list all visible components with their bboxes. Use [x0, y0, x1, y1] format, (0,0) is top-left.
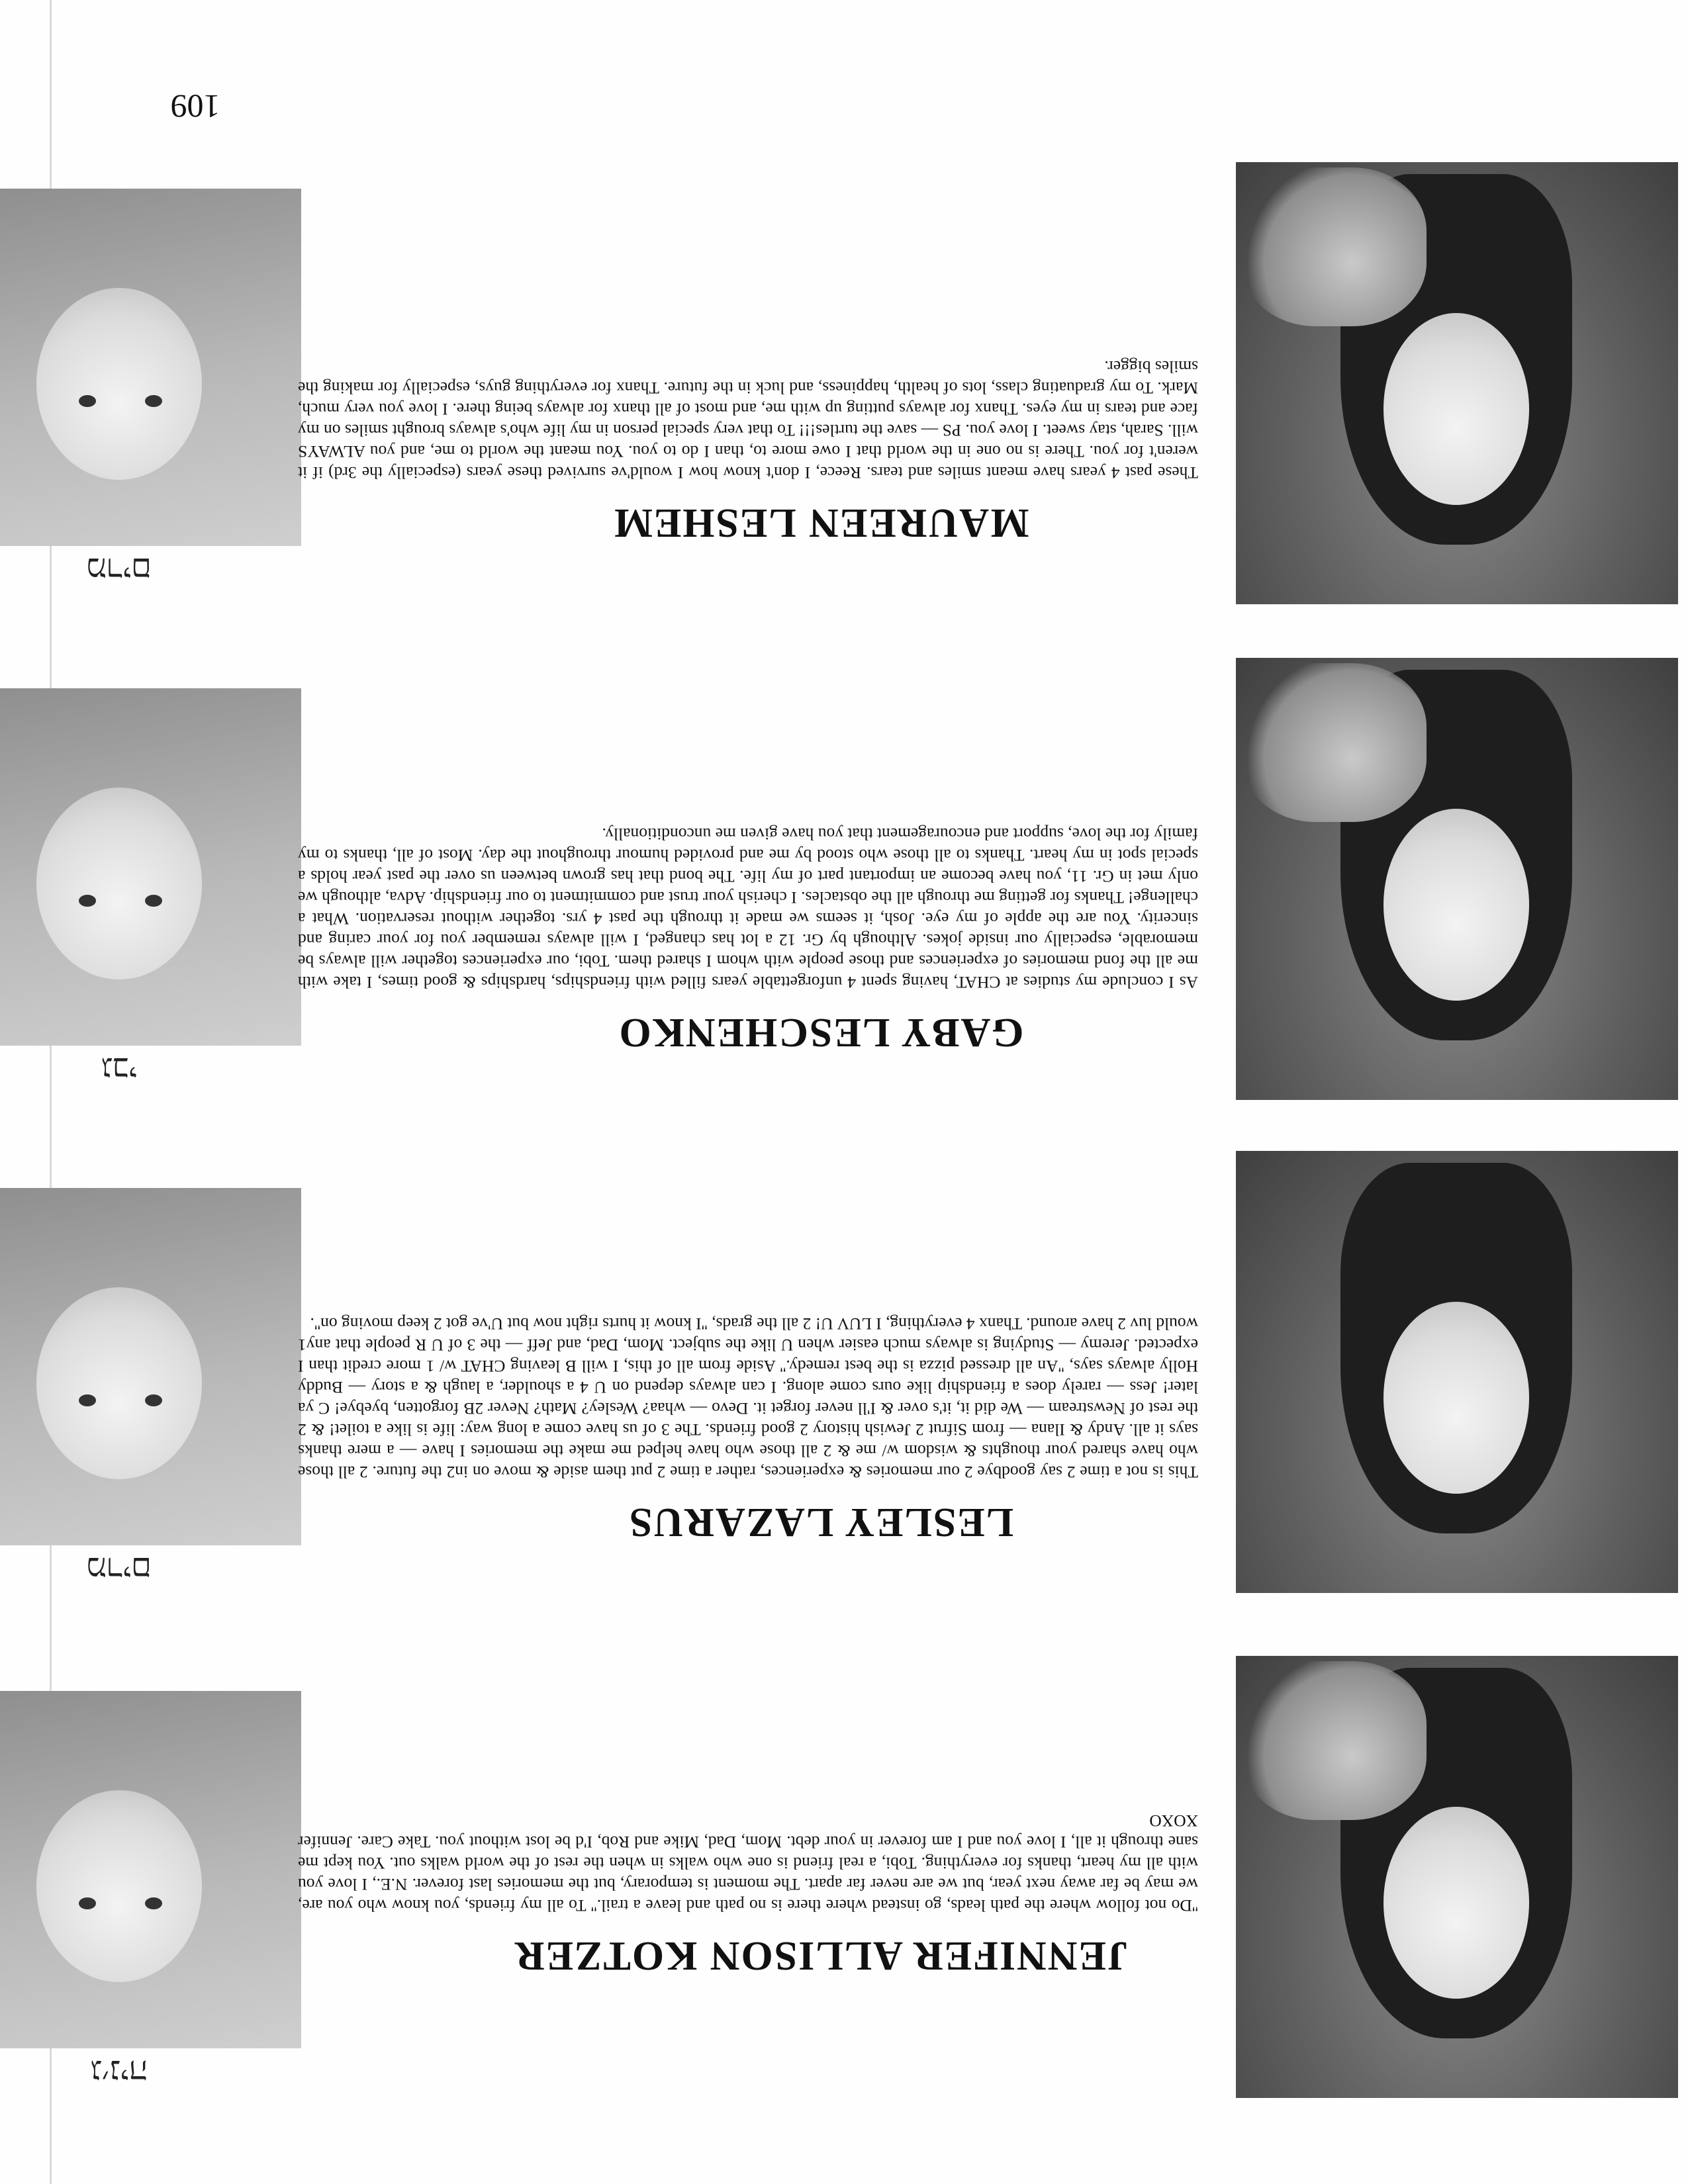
student-message-lazarus: This is not a time 2 say goodbye 2 our memories & experiences, rather a time 2 put them aside & move on in2 the future. 2 all those who have shared your thoughts & wisdom w/ me & 2 all those who have helped me make the memories I have — a mere thanks says it all. Andy & Ilana — from Sifrut 2 Jewish history 2 good friends. The 3 of us have come a long way: life is like a toilet! & 2 the rest of Newstream — We did it, it's over & I'll never forget it. Devo — whaa? Wesley? Math? Never 2B forgotten, byebye! C ya later! Jess — rarely does a friendship like ours come along. I can always depend on U 4 a shoulder, a laugh & a story — Buddy Holly always says, ''An all dressed pizza is the best remedy.'' Aside from all of this, I will B leaving CHAT w/ 1 more credit than I expected. Jeremy — Studying is always much easier when U like the subject. Mom, Dad, and Jeff — the 3 of U R people that any1 would luv 2 have around. Thanx 4 everything, I LUV U! 2 all the grads, ''I know it hurts right now but U've got 2 keep moving on''.: [298, 1314, 1198, 1482]
baby-photo-kotzer: [0, 1691, 301, 2048]
senior-photo-leschenko: [1236, 658, 1678, 1100]
student-name-leschenko: GABY LESCHENKO: [618, 1010, 1024, 1055]
eye-mark: [145, 1897, 162, 1909]
student-name-lazarus: LESLEY LAZARUS: [628, 1500, 1014, 1545]
student-name-kotzer: JENNIFER ALLISON KOTZER: [514, 1933, 1128, 1978]
baby-face: [36, 288, 202, 480]
page-number: 109: [170, 88, 220, 125]
hebrew-name-leschenko: גבי: [101, 1050, 137, 1089]
baby-photo-leschenko: [0, 688, 301, 1046]
eye-mark: [79, 395, 96, 407]
hebrew-name-leshem: מרים: [86, 551, 152, 589]
baby-photo-leshem: [0, 189, 301, 546]
student-name-leshem: MAUREEN LESHEM: [612, 500, 1029, 545]
eye-mark: [145, 895, 162, 907]
baby-face: [36, 788, 202, 979]
student-message-leschenko: As I conclude my studies at CHAT, having spent 4 unforgettable years filled with friendships, hardships & good times, I take with me all the fond memories of experiences and those people with whom I shared them. Tobi, our experiences together will always be memorable, especially our inside jokes. Although by Gr. 12 a lot has changed, I will always remember you for your caring and sincerity. You are the apple of my eye. Josh, it seems we made it through the past 4 yrs. together without reservation. What a challenge! Thanks for getting me through all the obstacles. I cherish your trust and commitment to our friendship. Adva, although we only met in Gr. 11, you have become an important part of my life. The bond that has grown between us over the past year holds a special spot in my heart. Thanks to all those who stood by me and provided humour throughout the day. Most of all, thanks to my family for the love, support and encouragement that you have given me unconditionally.: [298, 825, 1198, 992]
flower-bouquet: [1241, 1661, 1427, 1820]
eye-mark: [79, 1897, 96, 1909]
senior-face: [1383, 809, 1529, 1001]
senior-face: [1383, 1807, 1529, 1999]
eye-mark: [145, 395, 162, 407]
flower-bouquet: [1241, 167, 1427, 326]
eye-mark: [79, 895, 96, 907]
baby-photo-lazarus: [0, 1188, 301, 1545]
hebrew-name-kotzer: ג׳ניה: [90, 2053, 148, 2091]
eye-mark: [145, 1394, 162, 1406]
senior-face: [1383, 1302, 1529, 1494]
senior-face: [1383, 313, 1529, 505]
eye-mark: [79, 1394, 96, 1406]
senior-photo-lazarus: [1236, 1151, 1678, 1593]
baby-face: [36, 1790, 202, 1982]
flower-bouquet: [1241, 663, 1427, 822]
senior-photo-kotzer: [1236, 1656, 1678, 2098]
hebrew-name-lazarus: מרים: [86, 1550, 152, 1588]
baby-face: [36, 1287, 202, 1479]
student-message-leshem: These past 4 years have meant smiles and tears. Reece, I don't know how I would've survived these years (especially the 3rd) if it weren't for you. There is no one in the world that I owe more to, than I do to you. You meant the world to me, and you ALWAYS will. Sarah, stay sweet. I love you. PS — save the turtles!!! To that very special person in my life who's always brought smiles on my face and tears in my eyes. Thanx for always putting up with me, and most of all thanx for always being there. I love you very much, Mark. To my graduating class, lots of health, happiness, and luck in the future. Thanx for everything guys, especially for making the smiles bigger.: [298, 357, 1198, 482]
student-message-kotzer: ''Do not follow where the path leads, go instead where there is no path and leave a trail.'' To all my friends, you know who you are, we may be far away next year, but we are never far apart. The moment is temporary, but the memories last forever. N.E., I love you with all my heart, thanks for everything. Tobi, a real friend is one who walks in when the rest of the world walks out. You kept me sane through it all, I love you and I am forever in your debt. Mom, Dad, Mike and Rob, I'd be lost without you. Take Care. Jennifer XOXO: [298, 1811, 1198, 1915]
senior-photo-leshem: [1236, 162, 1678, 604]
